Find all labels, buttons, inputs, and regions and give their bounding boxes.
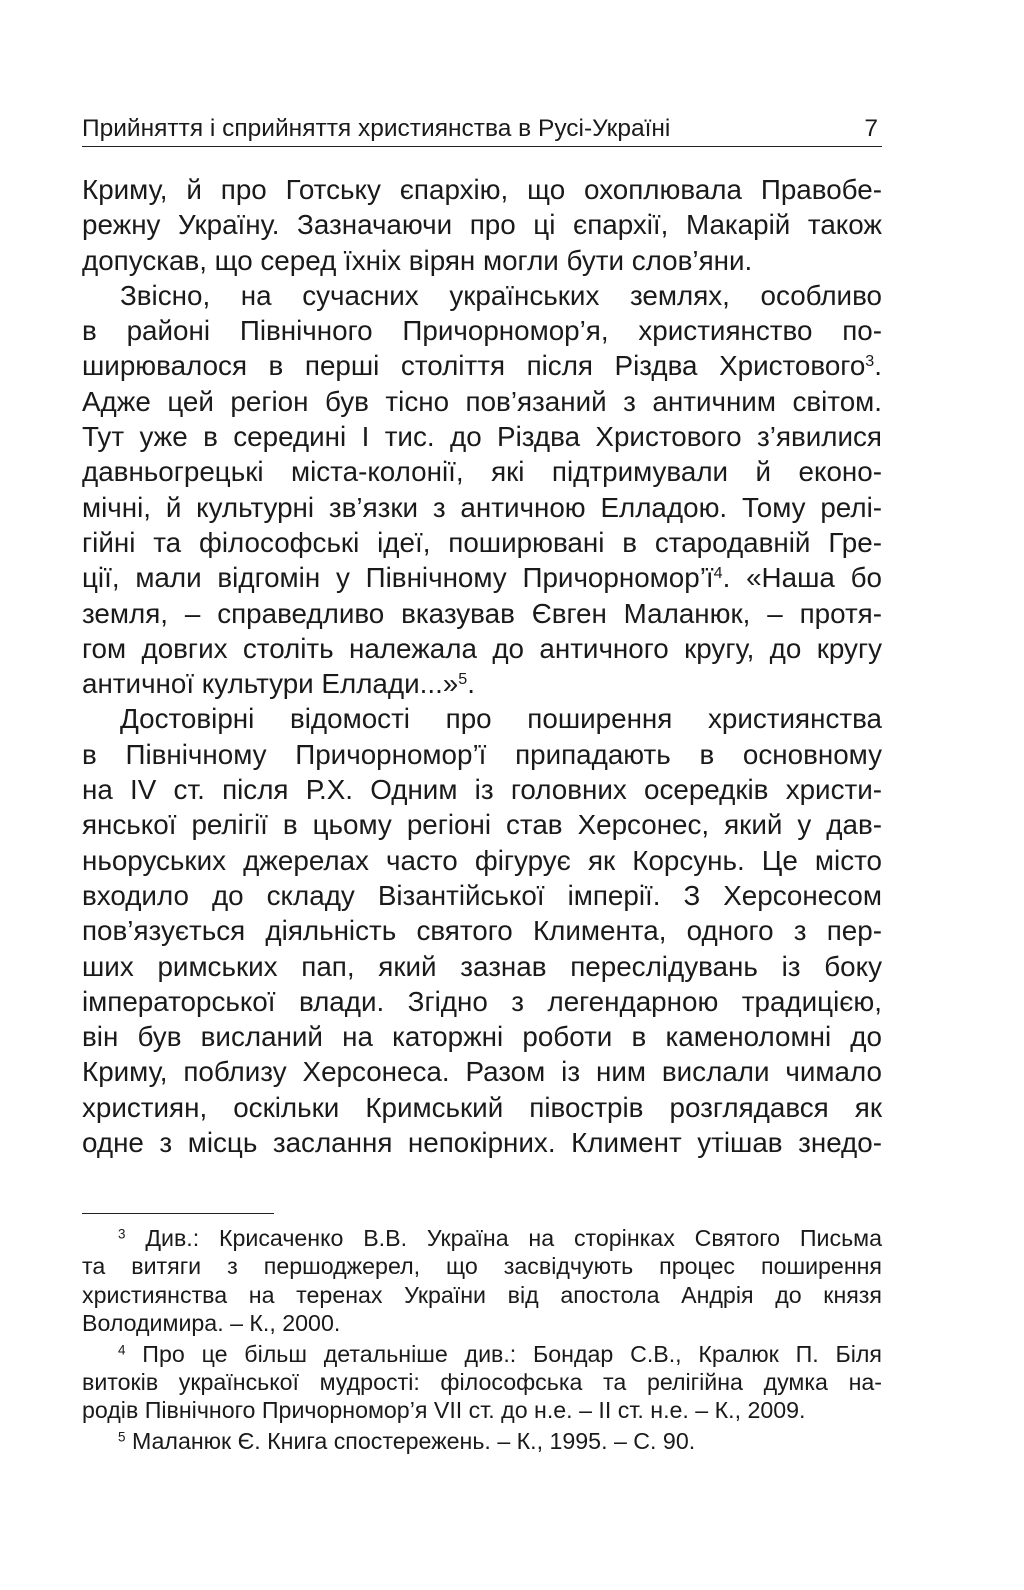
- text-line: християн, оскільки Кримський півострів розглядався як: [82, 1091, 882, 1123]
- running-head: [82, 112, 882, 147]
- page-number: 7: [864, 115, 878, 142]
- text-line: земля, – справедливо вказував Євген Маланюк, – протя-: [82, 597, 882, 629]
- text-line: Звісно, на сучасних українських землях, особливо: [120, 279, 882, 311]
- text-line: Криму, поблизу Херсонеса. Разом із ним вислали чимало: [82, 1056, 882, 1088]
- text-line: імператорської влади. Згідно з легендарною традицією,: [82, 985, 882, 1017]
- punctuation: .: [874, 350, 882, 382]
- text-line: мічні, й культурні зв’язки з античною Елладою. Тому релі-: [82, 491, 882, 523]
- text-line: Тут уже в середині І тис. до Різдва Христового з’явилися: [82, 421, 882, 453]
- footnote-text: Див.: Крисаченко В.В. Україна на сторінках Святого Письма: [145, 1225, 882, 1251]
- text-line: ших римських пап, який зазнав переслідувань із боку: [82, 950, 882, 982]
- footnote-3: [82, 1224, 882, 1338]
- text-line: Достовірні відомості про поширення християнства: [120, 703, 882, 735]
- footnote-ref-5[interactable]: 5: [458, 670, 468, 689]
- paragraph: [82, 172, 882, 278]
- text-segment: ширювалося в перші століття після Різдва Христового: [82, 350, 866, 382]
- footnote-4: [82, 1340, 882, 1425]
- text-line: одне з місць заслання непокірних. Климент утішав знедо-: [82, 1127, 882, 1159]
- footnote-line: [82, 1224, 882, 1252]
- footnote-line: [82, 1340, 882, 1368]
- punctuation: .: [722, 562, 731, 594]
- text-line: давньогрецькі міста-колонії, які підтримували й еконо-: [82, 456, 882, 488]
- text-line: Адже цей регіон був тісно пов’язаний з античним світом.: [82, 385, 882, 417]
- footnote-text: Маланюк Є. Книга спостережень. – К., 1995. – С. 90.: [131, 1427, 696, 1454]
- footnotes: [82, 1224, 882, 1455]
- footnote-line: [82, 1427, 882, 1455]
- footnote-line: родів Північного Причорномор’я VII ст. до н.е. – II ст. н.е. – К., 2009.: [82, 1397, 806, 1424]
- footnote-5: [82, 1427, 882, 1455]
- text-line: режну Україну. Зазначаючи про ці єпархії, Макарій також: [82, 209, 882, 241]
- footnote-line: християнства на теренах України від апостола Андрія до князя: [82, 1281, 882, 1308]
- footnote-marker: 4: [118, 1342, 126, 1358]
- punctuation: .: [467, 668, 475, 700]
- text-line-with-ref: [82, 666, 882, 701]
- text-line: допускав, що серед їхніх вірян могли бути слов’яни.: [82, 244, 753, 276]
- text-line: ньоруських джерелах часто фігурує як Корсунь. Це місто: [82, 844, 882, 876]
- text-line: гом довгих століть належала до античного кругу, до кругу: [82, 632, 882, 664]
- text-line: входило до складу Візантійської імперії. З Херсонесом: [82, 879, 882, 911]
- paragraph: [82, 278, 882, 702]
- text-line: гійні та філософські ідеї, поширювані в стародавній Гре-: [82, 526, 882, 558]
- text-segment: античної культури Еллади...»: [82, 668, 459, 700]
- footnote-line: витоків української мудрості: філософська та релігійна думка на-: [82, 1368, 882, 1395]
- text-line-with-ref: [82, 560, 882, 595]
- text-line: він був висланий на каторжні роботи в каменоломні до: [82, 1021, 882, 1053]
- footnote-separator: [82, 1213, 274, 1214]
- paragraph: [82, 701, 882, 1160]
- footnote-marker: 3: [118, 1226, 126, 1242]
- footnote-ref-4[interactable]: 4: [713, 564, 723, 583]
- text-line: в районі Північного Причорномор’я, християнство по-: [82, 315, 882, 347]
- text-line: Криму, й про Готську єпархію, що охоплювала Правобе-: [82, 174, 882, 205]
- text-line: пов’язується діяльність святого Климента, одного з пер-: [82, 915, 882, 947]
- text-segment: «Наша бо: [746, 562, 882, 594]
- footnote-ref-3[interactable]: 3: [865, 352, 875, 371]
- footnote-line: та витяги з першоджерел, що засвідчують процес поширення: [82, 1253, 882, 1280]
- footnote-text: Про це більш детальніше див.: Бондар С.В., Кралюк П. Біля: [142, 1340, 882, 1367]
- footnote-line: Володимира. – К., 2000.: [82, 1310, 341, 1337]
- text-line: янської релігії в цьому регіоні став Херсонес, який у дав-: [82, 809, 882, 841]
- text-line: на IV ст. після Р.Х. Одним із головних осередків христи-: [82, 774, 882, 806]
- main-text: [82, 172, 882, 1160]
- text-line-with-ref: [82, 348, 882, 383]
- text-segment: ції, мали відгомін у Північному Причорномор’ї: [82, 562, 714, 594]
- running-head-title: Прийняття і сприйняття християнства в Русі-Україні: [82, 115, 671, 142]
- text-line: в Північному Причорномор’ї припадають в основному: [82, 738, 882, 770]
- footnote-marker: 5: [118, 1429, 126, 1445]
